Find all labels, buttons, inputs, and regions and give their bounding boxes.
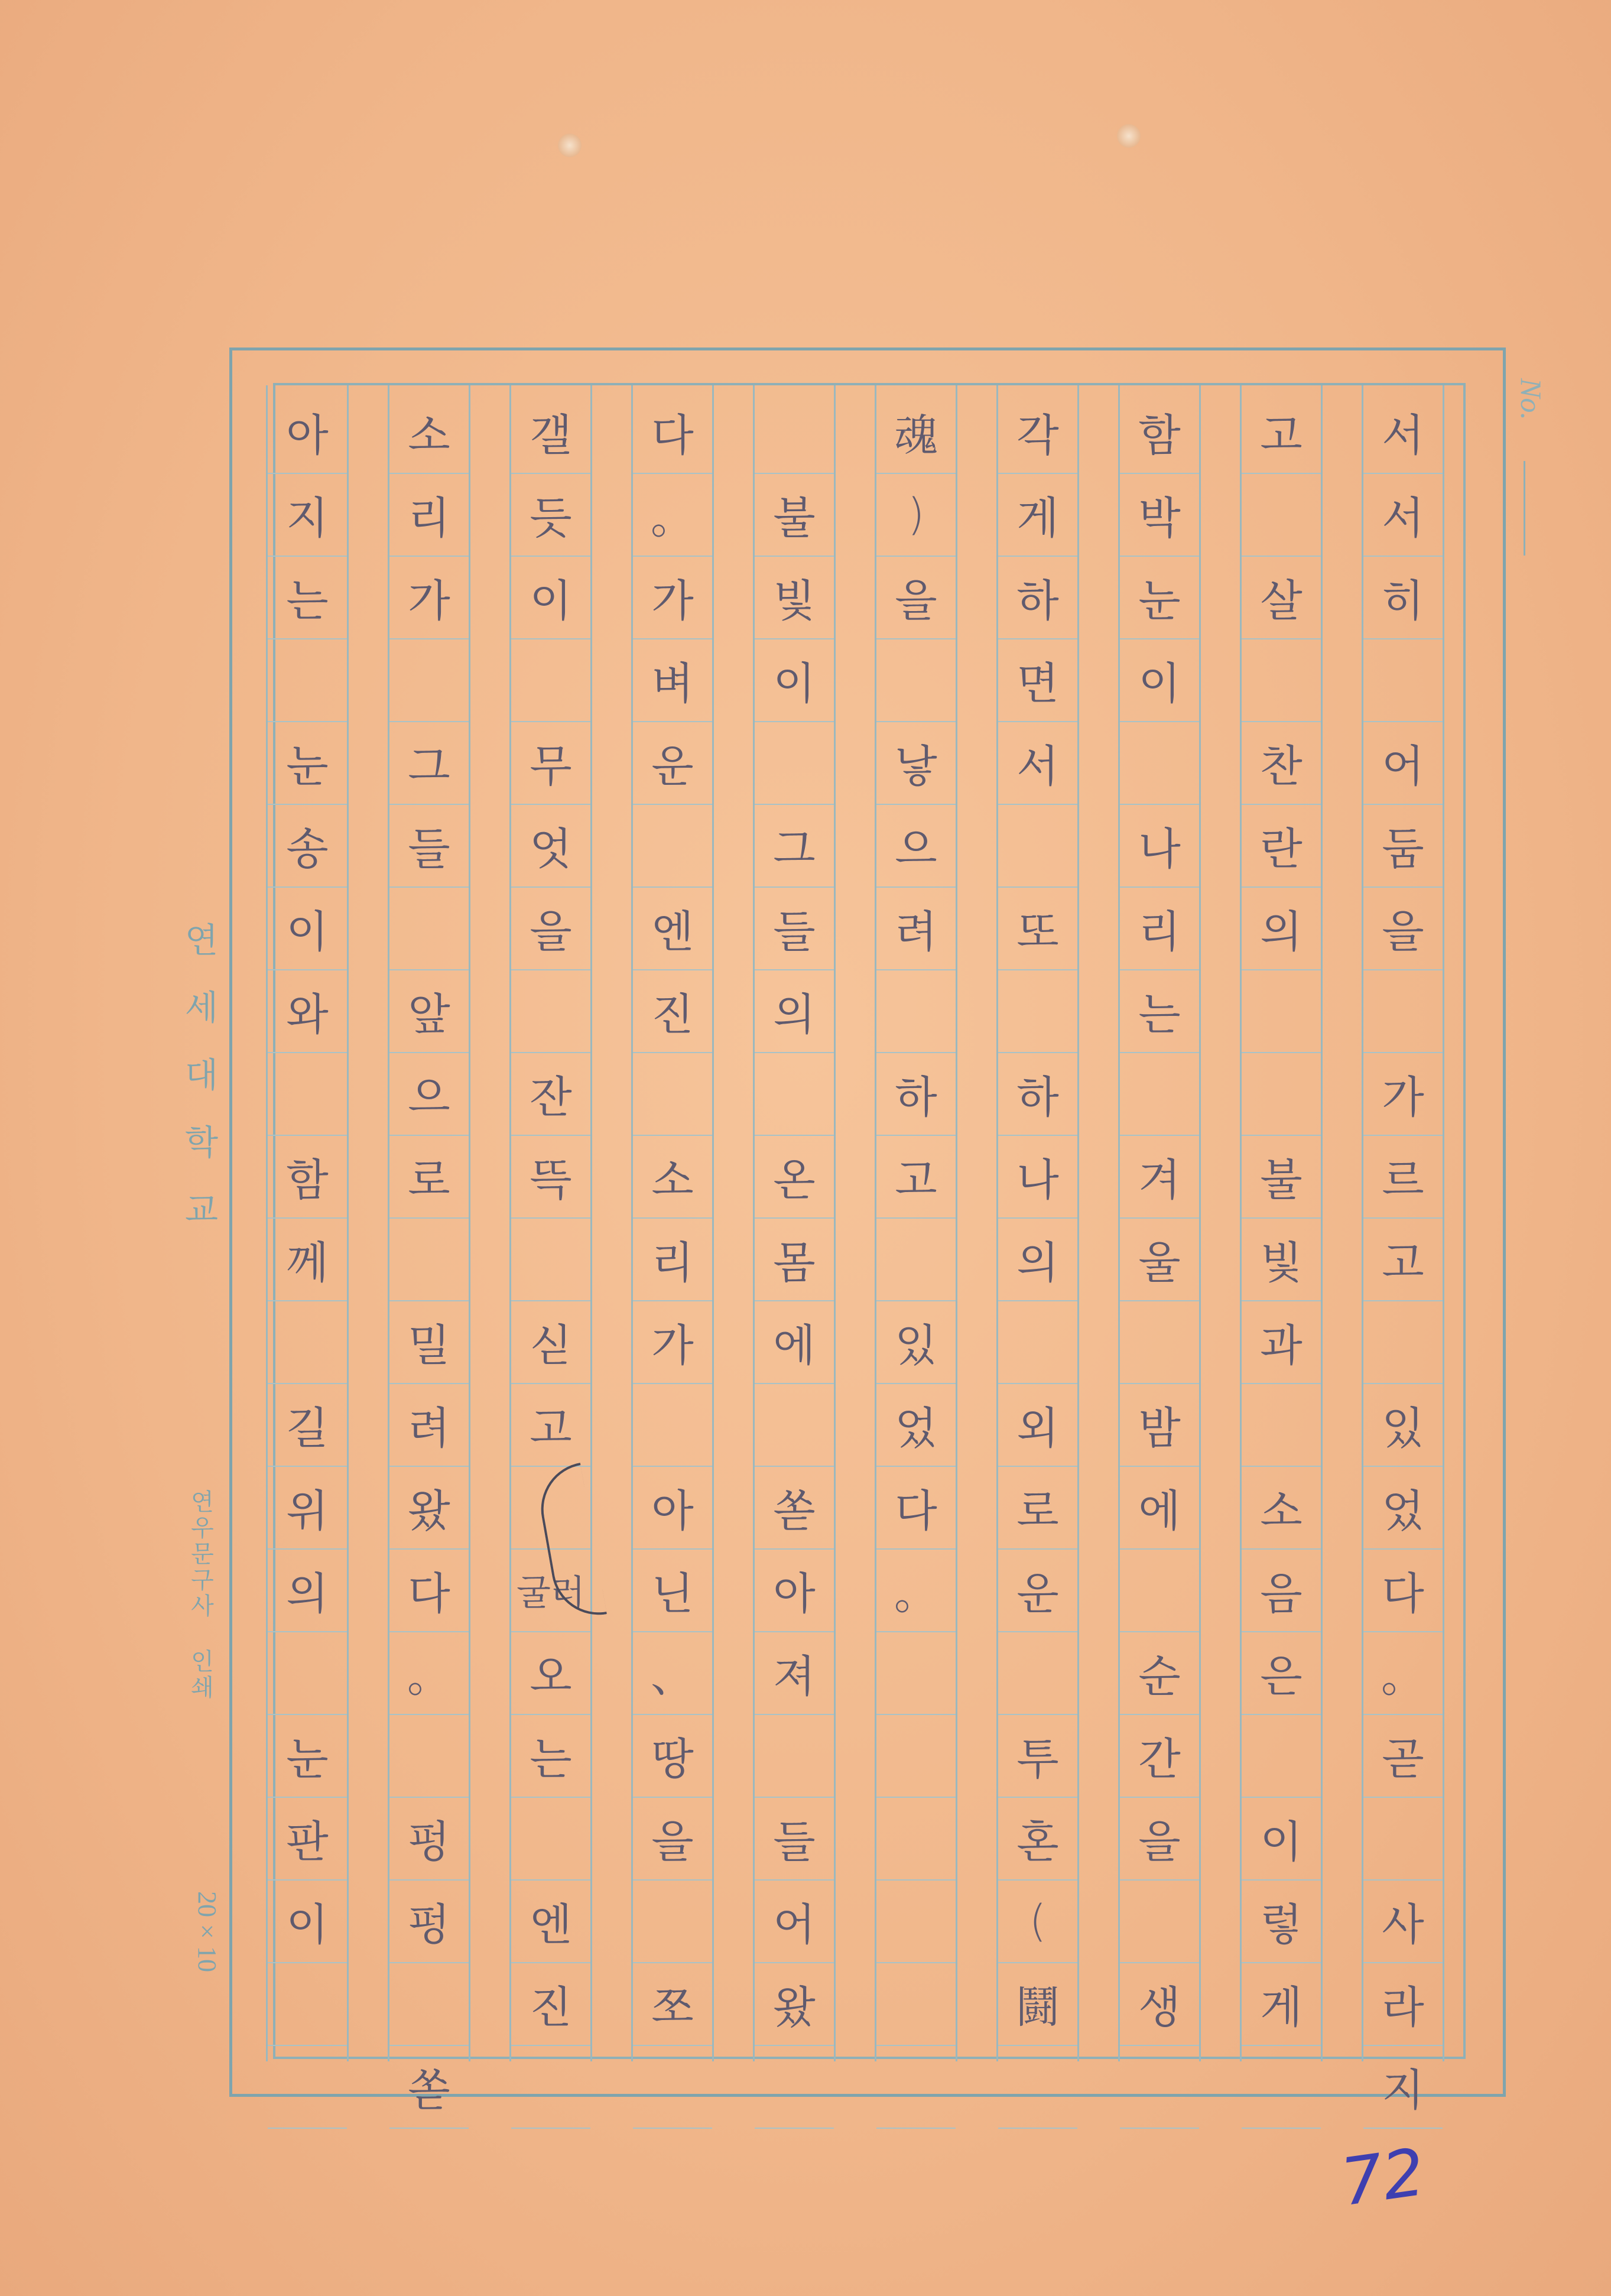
manuscript-cell: 함 [1120,391,1199,474]
manuscript-cell: 눈 [268,722,347,805]
manuscript-cell: 무 [511,722,590,805]
manuscript-cell: 불 [755,474,834,557]
manuscript-cell: 온 [755,1136,834,1219]
manuscript-cell: 르 [1363,1136,1443,1219]
manuscript-cell: 소 [389,391,469,474]
manuscript-cell: 가 [633,1301,712,1384]
manuscript-cell: 각 [998,391,1077,474]
manuscript-cell: 생 [1120,1963,1199,2046]
manuscript-cell: 순 [1120,1632,1199,1715]
manuscript-cell: 려 [389,1384,469,1467]
manuscript-cell [389,1963,469,2046]
manuscript-cell: 라 [1363,1963,1443,2046]
manuscript-column [1118,385,1201,2061]
manuscript-cell [268,2046,347,2129]
manuscript-cell: 는 [511,1715,590,1798]
manuscript-cell [633,805,712,888]
manuscript-cell: 그 [389,722,469,805]
manuscript-cell [1120,1053,1199,1136]
manuscript-cell: 지 [268,474,347,557]
manuscript-cell [1242,1384,1321,1467]
manuscript-cell: 쏟 [389,2046,469,2129]
pin-hole [558,134,582,157]
manuscript-column [996,385,1079,2061]
manuscript-cell [1242,1715,1321,1798]
manuscript-cell: 。 [876,1550,956,1632]
manuscript-cell: 싣 [511,1301,590,1384]
manuscript-cell: 찬 [1242,722,1321,805]
manuscript-cell: 불 [1242,1136,1321,1219]
manuscript-cell: 울 [1120,1219,1199,1301]
manuscript-cell: 이 [511,557,590,639]
manuscript-cell: 소 [633,1136,712,1219]
manuscript-cell: 서 [1363,391,1443,474]
manuscript-cell [268,1632,347,1715]
manuscript-cell: 빛 [755,557,834,639]
manuscript-cell [876,1798,956,1881]
manuscript-cell [389,1715,469,1798]
manuscript-cell: 히 [1363,557,1443,639]
manuscript-cell: 리 [633,1219,712,1301]
manuscript-cell: 송 [268,805,347,888]
manuscript-cell: 을 [876,557,956,639]
manuscript-cell: 이 [268,888,347,970]
manuscript-cell: 와 [268,970,347,1053]
manuscript-cell: 는 [1120,970,1199,1053]
manuscript-cell: 사 [1363,1881,1443,1963]
manuscript-cell: 눈 [1120,557,1199,639]
manuscript-cell [268,1963,347,2046]
manuscript-cell: 가 [1363,1053,1443,1136]
manuscript-cell: 닌 [633,1550,712,1632]
printer-name: 연우문구사 인쇄 [187,1489,214,1701]
manuscript-cell: 빛 [1242,1219,1321,1301]
manuscript-cell: 함 [268,1136,347,1219]
manuscript-cell: 어 [755,1881,834,1963]
manuscript-cell: 아 [268,391,347,474]
manuscript-cell: 갤 [511,391,590,474]
manuscript-cell: 。 [389,1632,469,1715]
manuscript-cell: 소 [1242,1467,1321,1550]
manuscript-cell: 펑 [389,1881,469,1963]
manuscript-cell: 쪼 [633,1963,712,2046]
manuscript-cell [755,1384,834,1467]
manuscript-cell: 외 [998,1384,1077,1467]
manuscript-cell: 의 [998,1219,1077,1301]
manuscript-cell: 엔 [511,1881,590,1963]
manuscript-cell [633,1053,712,1136]
manuscript-cell: 뜩 [511,1136,590,1219]
manuscript-cell [511,1798,590,1881]
manuscript-cell: 왔 [389,1467,469,1550]
manuscript-cell [633,1881,712,1963]
manuscript-cell: 리 [1120,888,1199,970]
manuscript-cell: 의 [755,970,834,1053]
manuscript-column [1240,385,1323,2061]
manuscript-cell: 에 [1120,1467,1199,1550]
manuscript-cell: 박 [1120,474,1199,557]
manuscript-cell [876,1715,956,1798]
manuscript-cell: 이 [755,639,834,722]
manuscript-cell: 벼 [633,639,712,722]
manuscript-cell: 었 [1363,1467,1443,1550]
manuscript-cell [998,970,1077,1053]
manuscript-cell [755,391,834,474]
manuscript-cell [755,1715,834,1798]
manuscript-cell: 리 [389,474,469,557]
manuscript-cell [633,1384,712,1467]
page-no-line [1524,461,1525,556]
manuscript-cell [998,2046,1077,2129]
manuscript-cell: 을 [1363,888,1443,970]
manuscript-cell: 으 [876,805,956,888]
manuscript-cell: 을 [1120,1798,1199,1881]
manuscript-cell: 쏟 [755,1467,834,1550]
manuscript-cell [998,1632,1077,1715]
manuscript-cell: 겨 [1120,1136,1199,1219]
manuscript-cell: 잔 [511,1053,590,1136]
manuscript-cell: 어 [1363,722,1443,805]
manuscript-column [388,385,470,2116]
manuscript-cell: 가 [389,557,469,639]
manuscript-cell [1242,970,1321,1053]
university-name: 연세대학교 [178,922,219,1259]
manuscript-cell: 음 [1242,1550,1321,1632]
manuscript-cell [876,2046,956,2129]
manuscript-cell [1242,1053,1321,1136]
manuscript-cell [876,639,956,722]
manuscript-cell: 판 [268,1798,347,1881]
manuscript-cell: 오 [511,1632,590,1715]
manuscript-cell: 들 [755,888,834,970]
manuscript-cell: 로 [389,1136,469,1219]
manuscript-cell: 곧 [1363,1715,1443,1798]
manuscript-cell: 땅 [633,1715,712,1798]
manuscript-cell: 하 [998,1053,1077,1136]
manuscript-cell: 가 [633,557,712,639]
manuscript-cell: 고 [876,1136,956,1219]
manuscript-cell: 서 [1363,474,1443,557]
manuscript-cell [268,639,347,722]
manuscript-cell: 밤 [1120,1384,1199,1467]
manuscript-cell: 낳 [876,722,956,805]
manuscript-cell: 게 [998,474,1077,557]
manuscript-cell: 。 [1363,1632,1443,1715]
manuscript-cell: 을 [511,888,590,970]
manuscript-cell [389,1219,469,1301]
manuscript-cell: 왔 [755,1963,834,2046]
manuscript-cell [268,1053,347,1136]
manuscript-cell: 눈 [268,1715,347,1798]
manuscript-cell: 다 [633,391,712,474]
manuscript-cell [1120,1550,1199,1632]
manuscript-cell: 나 [1120,805,1199,888]
manuscript-cell: 밀 [389,1301,469,1384]
manuscript-cell: 펑 [389,1798,469,1881]
sheet-footer-left [170,922,223,2045]
manuscript-cell: 하 [998,557,1077,639]
page-no-label: No. [1515,378,1548,420]
manuscript-cell: 운 [998,1550,1077,1632]
manuscript-cell: 진 [511,1963,590,2046]
manuscript-cell: 。 [633,474,712,557]
manuscript-cell: 고 [1363,1219,1443,1301]
manuscript-cell: 지 [1363,2046,1443,2129]
manuscript-cell [1363,639,1443,722]
manuscript-cell [1363,1301,1443,1384]
manuscript-cell: 아 [633,1467,712,1550]
manuscript-cell: 혼 [998,1798,1077,1881]
manuscript-cell [511,2046,590,2129]
manuscript-column [266,385,349,2061]
manuscript-cell [1242,474,1321,557]
manuscript-cell: 께 [268,1219,347,1301]
manuscript-cell: 란 [1242,805,1321,888]
manuscript-cell: 있 [1363,1384,1443,1467]
manuscript-cell: 이 [1120,639,1199,722]
manuscript-column [509,385,592,2061]
manuscript-column [753,385,836,2061]
manuscript-cell [876,1881,956,1963]
manuscript-cell [998,1301,1077,1384]
manuscript-cell: 魂 [876,391,956,474]
manuscript-cell: 게 [1242,1963,1321,2046]
manuscript-cell [1120,2046,1199,2129]
manuscript-cell: 렇 [1242,1881,1321,1963]
manuscript-cell [1120,722,1199,805]
manuscript-cell: 는 [268,557,347,639]
manuscript-cell: 다 [876,1467,956,1550]
manuscript-cell: 의 [1242,888,1321,970]
manuscript-cell: 려 [876,888,956,970]
manuscript-column [1362,385,1444,2116]
pin-hole [1117,124,1141,148]
manuscript-cell: 었 [876,1384,956,1467]
manuscript-cell [1363,970,1443,1053]
manuscript-cell: 과 [1242,1301,1321,1384]
manuscript-cell: 진 [633,970,712,1053]
manuscript-cell: 면 [998,639,1077,722]
manuscript-cell: 하 [876,1053,956,1136]
grid-size-label: 20×10 [193,1891,222,1972]
manuscript-cell [876,970,956,1053]
manuscript-cell: 위 [268,1467,347,1550]
manuscript-cell: 아 [755,1550,834,1632]
manuscript-cell [1242,2046,1321,2129]
manuscript-cell [1120,1881,1199,1963]
manuscript-cell [268,1301,347,1384]
manuscript-cell: 투 [998,1715,1077,1798]
manuscript-cell [511,639,590,722]
manuscript-cell: 으 [389,1053,469,1136]
manuscript-cell: 다 [389,1550,469,1632]
manuscript-cell: 의 [268,1550,347,1632]
manuscript-cell: 또 [998,888,1077,970]
manuscript-cell: 에 [755,1301,834,1384]
manuscript-cell: 앞 [389,970,469,1053]
manuscript-cell: 들 [389,805,469,888]
manuscript-cell [755,1053,834,1136]
manuscript-cell: 、 [633,1632,712,1715]
manuscript-column [631,385,714,2061]
manuscript-cell: 그 [755,805,834,888]
manuscript-cell: 은 [1242,1632,1321,1715]
manuscript-cell: 고 [511,1384,590,1467]
manuscript-cell: 둠 [1363,805,1443,888]
manuscript-cell: 듯 [511,474,590,557]
manuscript-cell: 나 [998,1136,1077,1219]
manuscript-cell [876,1963,956,2046]
manuscript-cell [876,1219,956,1301]
manuscript-cell: 들 [755,1798,834,1881]
manuscript-cell: 로 [998,1467,1077,1550]
manuscript-cell: 엔 [633,888,712,970]
manuscript-cell [755,2046,834,2129]
manuscript-cell [755,722,834,805]
manuscript-cell [511,970,590,1053]
manuscript-cell: 을 [633,1798,712,1881]
manuscript-column [875,385,957,2061]
manuscript-cell: 간 [1120,1715,1199,1798]
manuscript-cell [1363,1798,1443,1881]
manuscript-cell: 다 [1363,1550,1443,1632]
manuscript-cell: ) [876,474,956,557]
manuscript-cell [633,2046,712,2129]
manuscript-cell: 고 [1242,391,1321,474]
manuscript-cell [876,1632,956,1715]
manuscript-cell: 서 [998,722,1077,805]
manuscript-cell [511,1219,590,1301]
manuscript-cell: 鬪 [998,1963,1077,2046]
page-number: 72 [1336,2133,1430,2221]
manuscript-cell: 져 [755,1632,834,1715]
manuscript-cell [389,639,469,722]
manuscript-grid [273,383,1466,2116]
manuscript-cell: 굴러 [511,1550,590,1632]
manuscript-cell: 이 [1242,1798,1321,1881]
manuscript-cell [998,805,1077,888]
manuscript-cell [1242,639,1321,722]
manuscript-cell: 운 [633,722,712,805]
manuscript-cell: ( [998,1881,1077,1963]
manuscript-cell: 있 [876,1301,956,1384]
manuscript-cell: 길 [268,1384,347,1467]
manuscript-cell [389,888,469,970]
manuscript-cell: 엇 [511,805,590,888]
manuscript-cell: 살 [1242,557,1321,639]
manuscript-cell: 이 [268,1881,347,1963]
manuscript-cell: 몸 [755,1219,834,1301]
manuscript-cell [1120,1301,1199,1384]
